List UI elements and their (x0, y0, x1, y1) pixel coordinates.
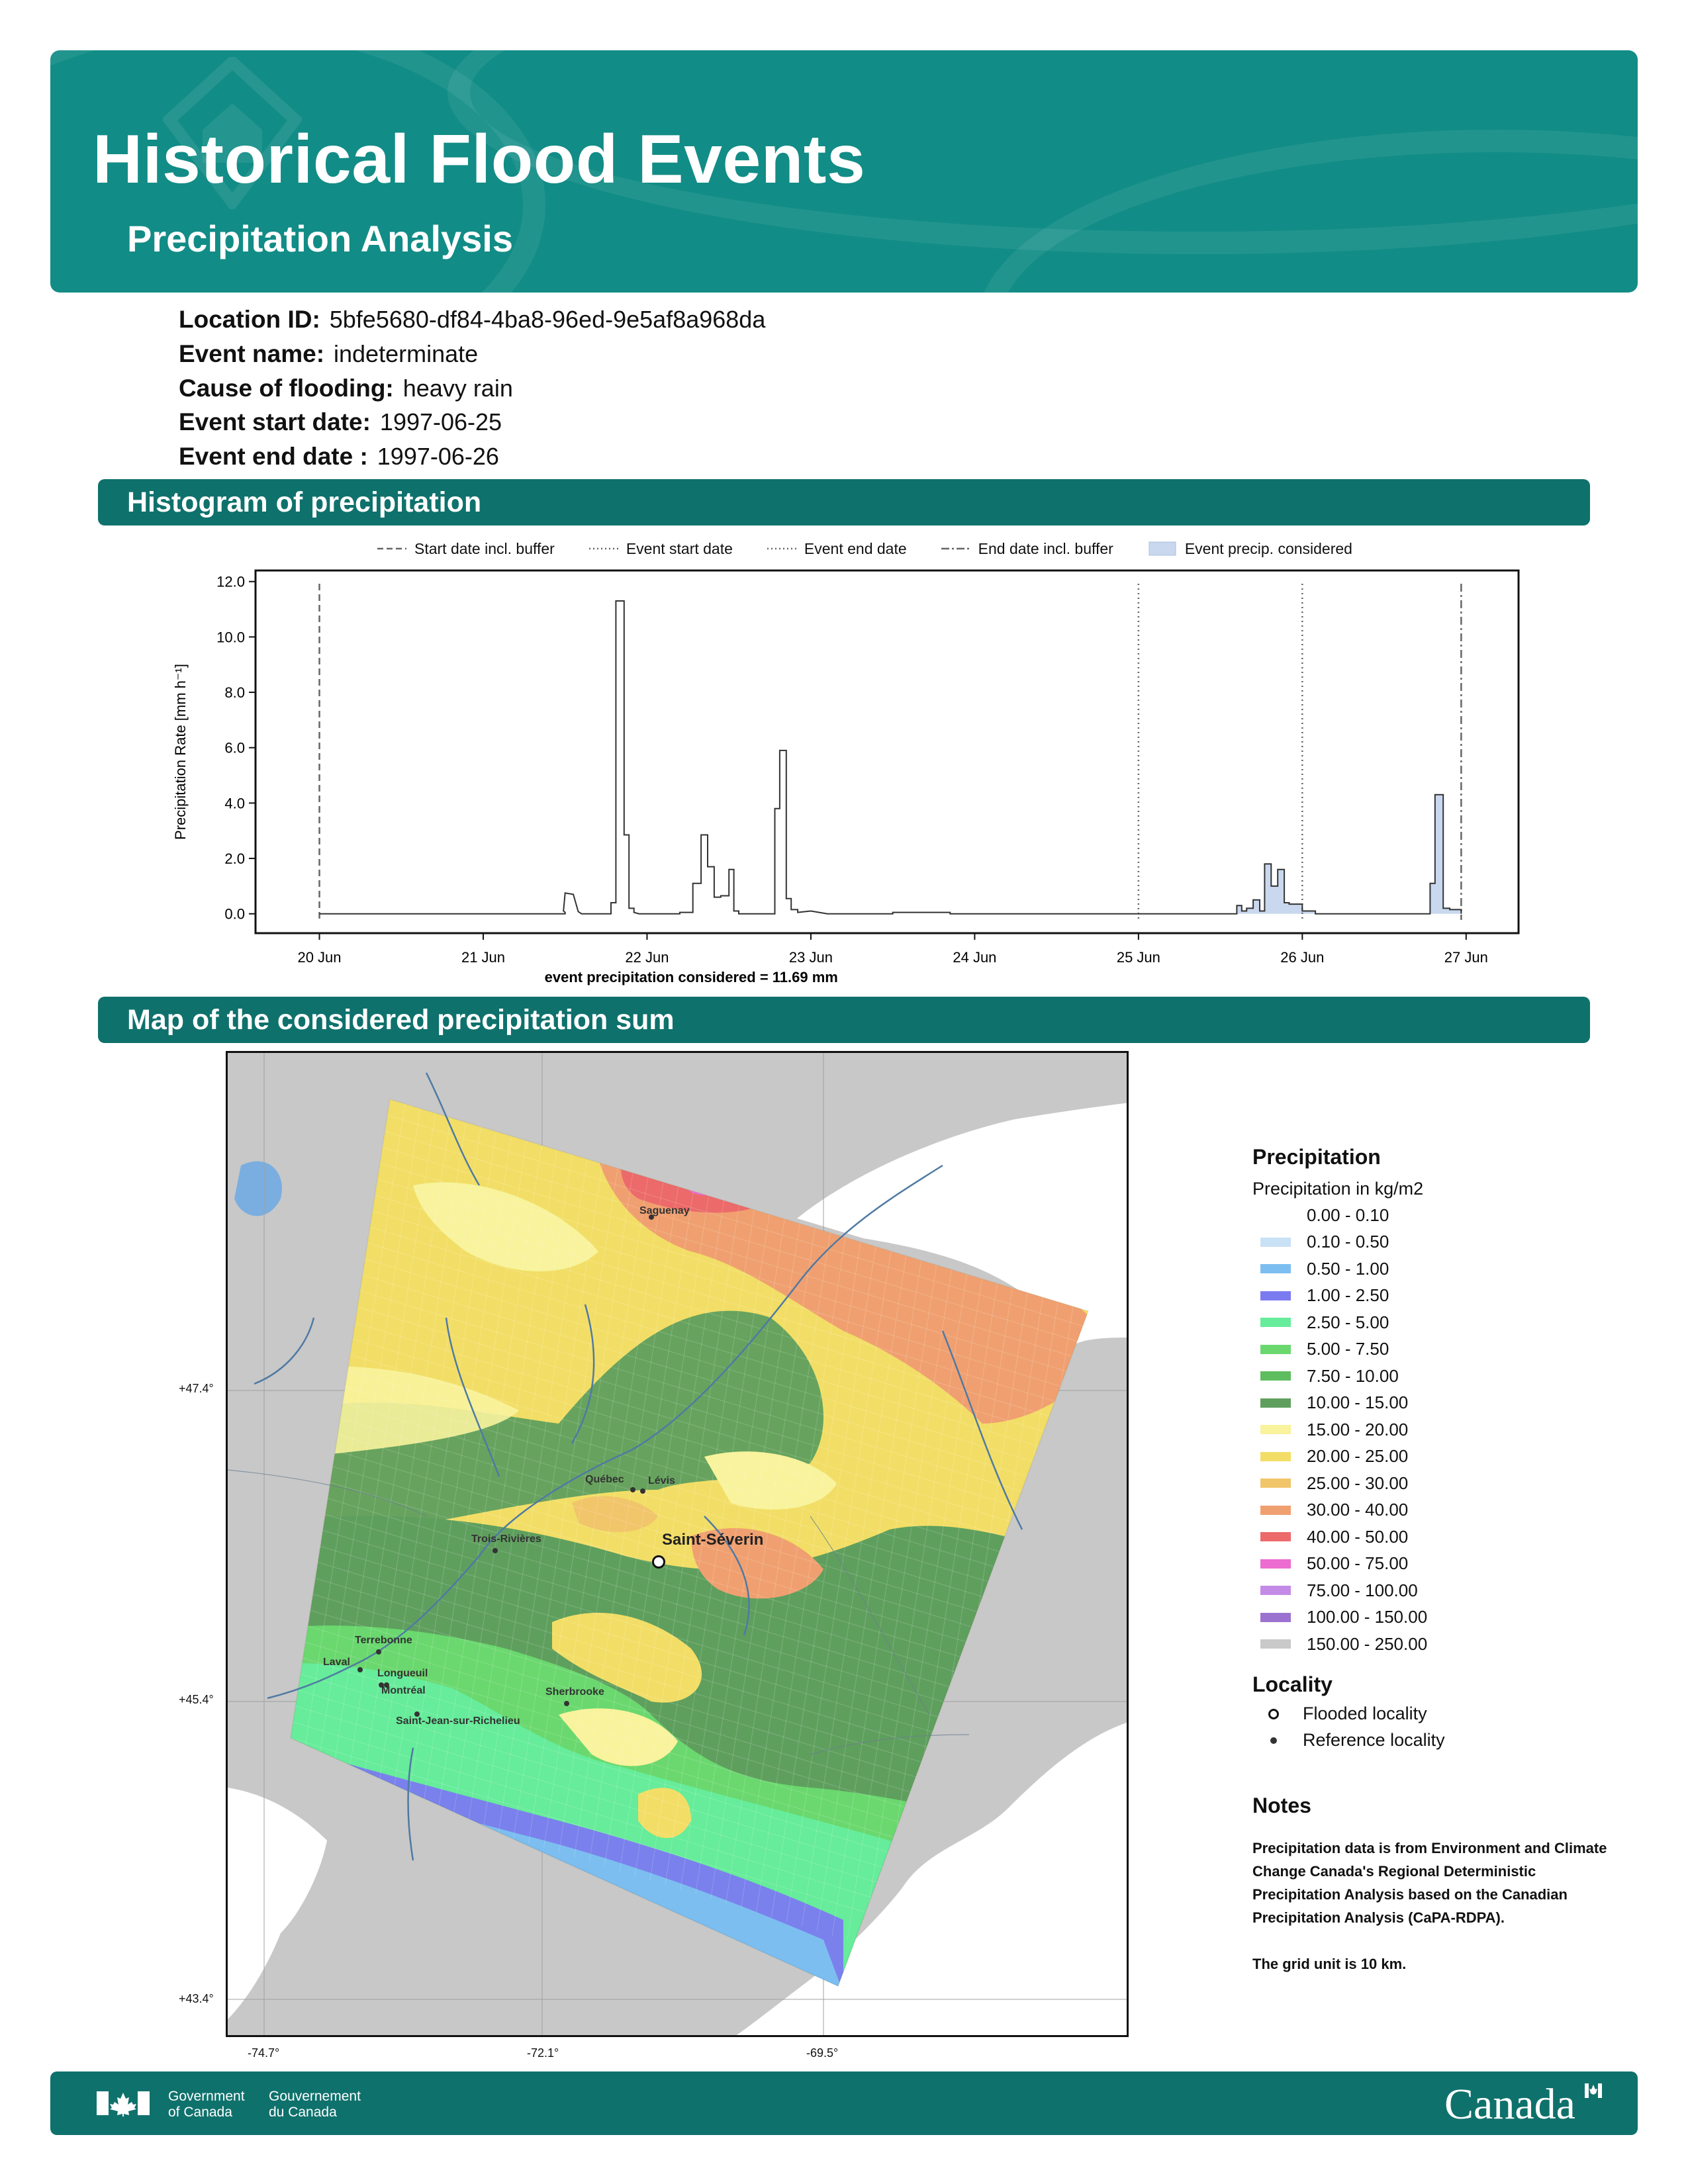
locality-label: Saint-Jean-sur-Richelieu (396, 1715, 520, 1727)
canada-wordmark: Canada (1444, 2080, 1575, 2128)
legend-swatch (1260, 1398, 1291, 1408)
map-section-header: Map of the considered precipitation sum (98, 997, 1590, 1043)
end-date-label: Event end date : (179, 443, 368, 470)
wordmark-flag-icon (1585, 2083, 1602, 2098)
legend-bin (1252, 1229, 1610, 1256)
legend-label: Reference locality (1303, 1730, 1445, 1750)
reference-locality-marker[interactable] (564, 1701, 569, 1706)
locality-label: Saguenay (639, 1205, 690, 1216)
legend-bin (1252, 1336, 1610, 1363)
legend-bin-label: 0.50 - 1.00 (1307, 1258, 1389, 1279)
precipitation-series-line (320, 601, 1462, 914)
legend-label: Event end date (804, 539, 907, 557)
reference-locality-marker[interactable] (630, 1487, 635, 1492)
start-date-label: Event start date: (179, 408, 371, 435)
legend-bin-label: 1.00 - 2.50 (1307, 1285, 1389, 1306)
lon-label: -72.1° (527, 2046, 559, 2060)
legend-bin-label: 75.00 - 100.00 (1307, 1580, 1418, 1600)
legend-swatch (1260, 1238, 1291, 1247)
legend-bin-label: 2.50 - 5.00 (1307, 1312, 1389, 1332)
reference-locality-marker[interactable] (640, 1488, 645, 1494)
y-tick-label: 2.0 (224, 850, 245, 868)
legend-swatch (1260, 1559, 1291, 1569)
notes-body (1252, 1837, 1610, 1976)
legend-bin-label: 25.00 - 30.00 (1307, 1473, 1409, 1493)
legend-swatch (1260, 1371, 1291, 1381)
precipitation-map[interactable] (226, 1051, 1129, 2037)
locality-label: Lévis (648, 1475, 675, 1486)
legend-label: End date incl. buffer (978, 539, 1113, 557)
legend-swatch (1260, 1264, 1291, 1273)
end-date-value: 1997-06-26 (377, 443, 499, 470)
y-tick-label: 8.0 (224, 684, 245, 702)
x-tick-label: 20 Jun (297, 949, 342, 966)
event-precip-fill (1139, 795, 1462, 914)
legend-swatch (1260, 1506, 1291, 1515)
legend-bin-label: 100.00 - 150.00 (1307, 1607, 1428, 1627)
legend-bin (1252, 1497, 1610, 1524)
legend-bin-label: 0.00 - 0.10 (1307, 1205, 1389, 1225)
event-precip-fill-area (1139, 795, 1462, 914)
event-name-row (179, 340, 478, 368)
legend-start-buffer (377, 540, 555, 558)
reference-locality-entry (1252, 1727, 1610, 1754)
x-tick-label: 27 Jun (1444, 949, 1488, 966)
legend-label: Start date incl. buffer (414, 539, 555, 557)
legend-label: Flooded locality (1303, 1704, 1427, 1723)
legend-bin-label: 40.00 - 50.00 (1307, 1526, 1409, 1547)
location-id-row (179, 306, 765, 334)
y-tick-label: 0.0 (224, 905, 245, 923)
lat-label: +47.4° (179, 1382, 214, 1395)
locality-label: Saint-Séverin (662, 1531, 764, 1549)
legend-bin (1252, 1577, 1610, 1604)
legend-bin (1252, 1604, 1610, 1631)
x-tick-label: 26 Jun (1280, 949, 1325, 966)
locality-label: Terrebonne (355, 1635, 412, 1646)
legend-bin-label: 5.00 - 7.50 (1307, 1339, 1389, 1359)
location-id-value: 5bfe5680-df84-4ba8-96ed-9e5af8a968da (329, 306, 766, 333)
event-name-label: Event name: (179, 340, 325, 367)
legend-bin (1252, 1470, 1610, 1497)
lon-label: -69.5° (806, 2046, 839, 2060)
x-tick-label: 22 Jun (625, 949, 669, 966)
legend-bin-label: 20.00 - 25.00 (1307, 1446, 1409, 1467)
x-axis-label: event precipitation considered = 11.69 mm (544, 969, 838, 985)
y-tick-label: 10.0 (216, 629, 245, 646)
page-title: Historical Flood Events (93, 121, 866, 198)
page-header (50, 50, 1638, 293)
legend-swatch (1260, 1318, 1291, 1327)
x-tick-label: 23 Jun (788, 949, 833, 966)
page-subtitle: Precipitation Analysis (127, 218, 513, 259)
gov-fr: Gouvernement du Canada (269, 2089, 361, 2120)
locality-label: Montréal (381, 1685, 426, 1696)
notes-paragraph: The grid unit is 10 km. (1252, 1955, 1407, 1972)
reference-marker-icon (1255, 1734, 1292, 1747)
y-tick-label: 6.0 (224, 739, 245, 756)
legend-bin (1252, 1202, 1610, 1229)
x-tick-label: 21 Jun (461, 949, 506, 966)
legend-swatch (1260, 1586, 1291, 1595)
legend-event-start (589, 540, 733, 558)
start-date-row (179, 408, 502, 436)
canada-flag-icon (97, 2090, 150, 2116)
legend-bin-label: 150.00 - 250.00 (1307, 1633, 1428, 1654)
legend-swatch (1260, 1532, 1291, 1541)
end-date-row (179, 443, 499, 471)
locality-label: Laval (323, 1657, 350, 1668)
cause-label: Cause of flooding: (179, 375, 394, 402)
locality-label: Québec (585, 1474, 624, 1485)
x-tick-label: 25 Jun (1116, 949, 1160, 966)
legend-bin (1252, 1309, 1610, 1336)
legend-bin (1252, 1283, 1610, 1310)
legend-swatch (1260, 1613, 1291, 1622)
legend-bin-label: 30.00 - 40.00 (1307, 1500, 1409, 1520)
histogram-legend (377, 537, 1387, 560)
reference-locality-marker[interactable] (492, 1548, 498, 1553)
legend-swatch (1260, 1345, 1291, 1354)
y-axis-label: Precipitation Rate [mm h⁻¹] (172, 664, 189, 840)
page-footer (50, 2071, 1638, 2135)
plot-frame (256, 570, 1519, 933)
legend-swatch (1260, 1425, 1291, 1434)
legend-label: Event start date (626, 539, 733, 557)
legend-event-precip (1148, 540, 1352, 558)
event-name-value: indeterminate (334, 340, 479, 367)
legend-bin-label: 10.00 - 15.00 (1307, 1392, 1409, 1413)
legend-bin-label: 7.50 - 10.00 (1307, 1365, 1399, 1386)
reference-locality-marker[interactable] (376, 1649, 381, 1655)
legend-bin-label: 15.00 - 20.00 (1307, 1419, 1409, 1439)
legend-bin (1252, 1631, 1610, 1658)
notes-paragraph: Precipitation data is from Environment and Climate Change Canada's Regional Deterministic Precipitation Analysis based on the Canadian Precipitation Analysis (CaPA-RDPA). (1252, 1839, 1607, 1926)
legend-label: Event precip. considered (1184, 539, 1352, 557)
legend-bin (1252, 1255, 1610, 1283)
lat-label: +43.4° (179, 1992, 214, 2005)
legend-bin-label: 50.00 - 75.00 (1307, 1553, 1409, 1574)
notes-title: Notes (1252, 1793, 1311, 1817)
location-id-label: Location ID: (179, 306, 320, 333)
legend-bin (1252, 1390, 1610, 1417)
cause-row (179, 375, 513, 402)
legend-bin (1252, 1363, 1610, 1390)
x-tick-label: 24 Jun (953, 949, 997, 966)
histogram-section-header: Histogram of precipitation (98, 479, 1590, 525)
map-legend (1252, 1145, 1610, 1976)
legend-swatch (1260, 1210, 1291, 1220)
legend-end-buffer (941, 540, 1113, 558)
legend-bin-label: 0.10 - 0.50 (1307, 1232, 1389, 1252)
start-date-value: 1997-06-25 (379, 408, 502, 435)
flooded-locality-marker[interactable] (652, 1555, 665, 1569)
legend-bin (1252, 1551, 1610, 1578)
reference-locality-marker[interactable] (357, 1667, 363, 1672)
lat-label: +45.4° (179, 1693, 214, 1706)
legend-subtitle: Precipitation in kg/m2 (1252, 1179, 1424, 1199)
locality-title: Locality (1252, 1672, 1333, 1696)
legend-swatch (1260, 1452, 1291, 1461)
flooded-marker-icon (1255, 1707, 1292, 1721)
precipitation-histogram (165, 569, 1523, 993)
legend-swatch (1260, 1479, 1291, 1488)
lon-label: -74.7° (248, 2046, 280, 2060)
flooded-locality-entry (1252, 1701, 1610, 1727)
legend-bin (1252, 1524, 1610, 1551)
locality-label: Longueuil (377, 1668, 428, 1679)
y-tick-label: 4.0 (224, 795, 245, 812)
legend-event-end (767, 540, 907, 558)
locality-label: Sherbrooke (545, 1686, 604, 1698)
legend-swatch (1260, 1639, 1291, 1649)
locality-label: Trois-Rivières (471, 1533, 541, 1545)
legend-swatch (1260, 1291, 1291, 1300)
legend-bin (1252, 1416, 1610, 1443)
gov-en: Government of Canada (168, 2089, 245, 2120)
cause-value: heavy rain (402, 375, 513, 402)
y-tick-label: 12.0 (216, 573, 245, 590)
legend-bin (1252, 1443, 1610, 1471)
legend-title: Precipitation (1252, 1145, 1381, 1169)
